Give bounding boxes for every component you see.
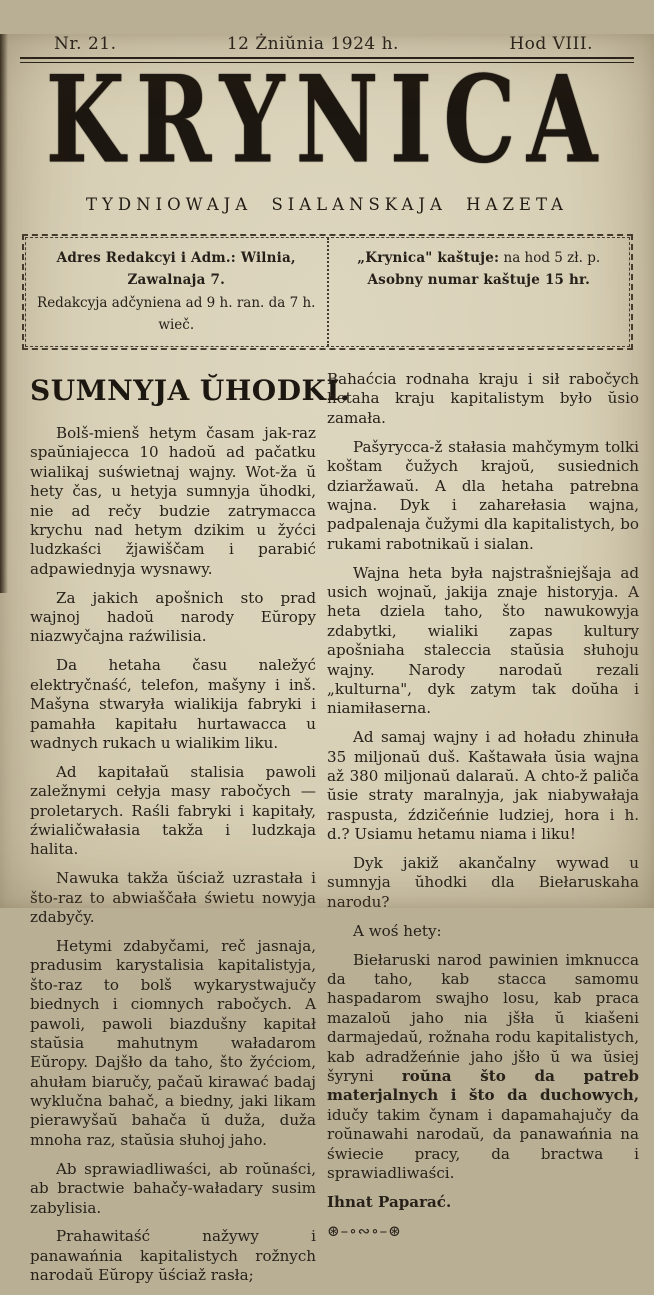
paragraph: Ad samaj wajny i ad hoładu zhinuła 35 miljonaŭ duš. Kaštawała ŭsia wajna až 380 miljonaŭ dalaraŭ. A chto-ž paliča ŭsie straty maralnyja, jak niabywałaja raspusta, ździčeńnie ludziej, hora i h. d.? Usiamu hetamu niama i liku! — [327, 728, 639, 844]
paragraph: Wajna heta była najstrašniejšaja ad usich wojnaŭ, jakija znaje historyja. A heta dziela taho, što nawukowyja zdabytki, wialiki zapas kultury apošniaha staleccia staŭsia słuhoju wajny. Narody narodaŭ rezali „kulturna", dyk zatym tak doŭha i niamiłaserna. — [327, 563, 639, 718]
paragraph: Bolš-mienš hetym časam jak-raz spaŭniajecca 10 hadoŭ ad pačatku wialikaj suświetnaj wajny. Wot-ža ŭ hety čas, u hetyja sumnyja ŭhodki, nie ad rečy budzie zatrymacca krychu nad hetym dzikim u žyćci ludzkaści žjawiščam i parabić adpawiednyja wysnawy. — [30, 424, 316, 578]
publisher-info-box-inner — [25, 237, 630, 347]
left-column — [30, 370, 351, 1295]
address-cell — [26, 238, 329, 346]
paragraph: Dyk jakiž akančalny wywad u sumnyja ŭhodki dla Biełaruskaha narodu? — [327, 854, 639, 911]
final-paragraph-bold: roŭna što da patreb materjalnych i što da duchowych, — [327, 1066, 639, 1105]
paragraph: Nawuka takža ŭściaž uzrastała i što-raz to abwiaščała świetu nowyja zdabyčy. — [30, 869, 316, 927]
paper-title: KRYNICA — [45, 50, 609, 191]
paragraph: Bahaćcia rodnaha kraju i sił rabočych hetaha kraju kapitalistym było ŭsio zamała. — [327, 370, 639, 427]
paragraph: Za jakich apošnich sto prad wajnoj hadoŭ narody Eŭropy niazwyčajna raźwilisia. — [30, 588, 316, 646]
final-paragraph-post: idučy takim čynam i dapamahajučy da roŭnawahi narodaŭ, da panawańnia na świecie pracy, da bractwa i sprawiadliwaści. — [327, 1105, 639, 1182]
subscription-price-rest: na hod 5 zł. p. — [499, 250, 601, 266]
paragraph: Ab sprawiadliwaści, ab roŭnaści, ab bractwie bahačy-waładary susim zabylisia. — [30, 1159, 316, 1217]
author-signature: Ihnat Paparać. — [327, 1192, 452, 1211]
paper-subtitle: TYDNIOWAJA SIALANSKAJA HAZETA — [86, 195, 568, 214]
issue-year: Hod VIII. — [509, 34, 593, 54]
paragraph-with-emphasis — [327, 951, 639, 1184]
paragraph: A woś hety: — [353, 921, 442, 940]
publisher-info-box — [22, 234, 633, 350]
paragraph: Da hetaha času naležyć elektryčnaść, telefon, mašyny i inš. Mašyna stwaryła wialikija fabryki i pamahła kapitału hurtawacca u wadnych rukach u wialikim liku. — [30, 656, 316, 752]
address-line: Adres Redakcyi i Adm.: Wilnia, Zawalnaja 7. — [56, 250, 296, 289]
masthead — [0, 50, 654, 191]
paragraph: Prahawitaść nažywy i panawańnia kapitalistych rožnych narodaŭ Eŭropy ŭściaž rasła; — [30, 1227, 316, 1285]
subscription-price-lead: „Krynica" kaštuje: — [357, 250, 500, 266]
paragraph: Pašyrycca-ž stałasia mahčymym tolki koštam čužych krajoŭ, susiednich dziaržawaŭ. A dla hetaha patrebna wajna. Dyk i zaharełasia wajna, padpalenaja čužymi dla kapitalistych, bo rukami rabotnikaŭ i sialan. — [327, 437, 639, 553]
article-heading: SUMNYJA ŬHODKI. — [30, 374, 351, 408]
issue-number: Nr. 21. — [54, 34, 117, 54]
article-body — [0, 350, 654, 1295]
issue-date: 12 Żniŭnia 1924 h. — [226, 34, 399, 54]
single-issue-price-line: Asobny numar kaštuje 15 hr. — [367, 272, 591, 289]
price-cell — [329, 238, 630, 346]
end-ornament: ⊛–∘∾∘–⊛ — [327, 1221, 402, 1240]
office-hours-line: Redakcyja adčyniena ad 9 h. ran. da 7 h. wieč. — [37, 294, 316, 333]
paragraph: Ad kapitałaŭ stalisia pawoli zaležnymi cełyja masy rabočych — proletarych. Raśli fabryki i kapitały, źwialičwałasia takža i ludzkaja halita. — [30, 762, 316, 859]
final-paragraph-pre: Biełaruski narod pawinien imknucca da taho, kab stacca samomu haspadarom swajho losu, kab praca mazaloŭ jaho nia jšła ŭ kiašeni darmajedaŭ, rožnaha rodu kapitalistych, kab adradžeńnie jaho jšło ŭ wa ŭsiej šyryni — [327, 950, 639, 1085]
newspaper-page — [0, 34, 654, 1285]
right-column — [327, 370, 639, 1295]
subscription-price-line — [335, 247, 624, 269]
paragraph: Hetymi zdabyčami, reč jasnaja, pradusim karystalisia kapitalistyja, što-raz to bolš wykarystwajučy biednych i ciomnych rabočych. A pawoli, pawoli biazdušny kapitał staŭsia mahutnym waładarom Eŭropy. Dajšło da taho, što žyćciom, ahułam biaručy, pačaŭ kirawać badaj wyklučna bahač, a biedny, jaki likam pierawyšaŭ bahača ŭ duža, duža mnoha raz, staŭsia słuhoj jaho. — [30, 936, 316, 1149]
